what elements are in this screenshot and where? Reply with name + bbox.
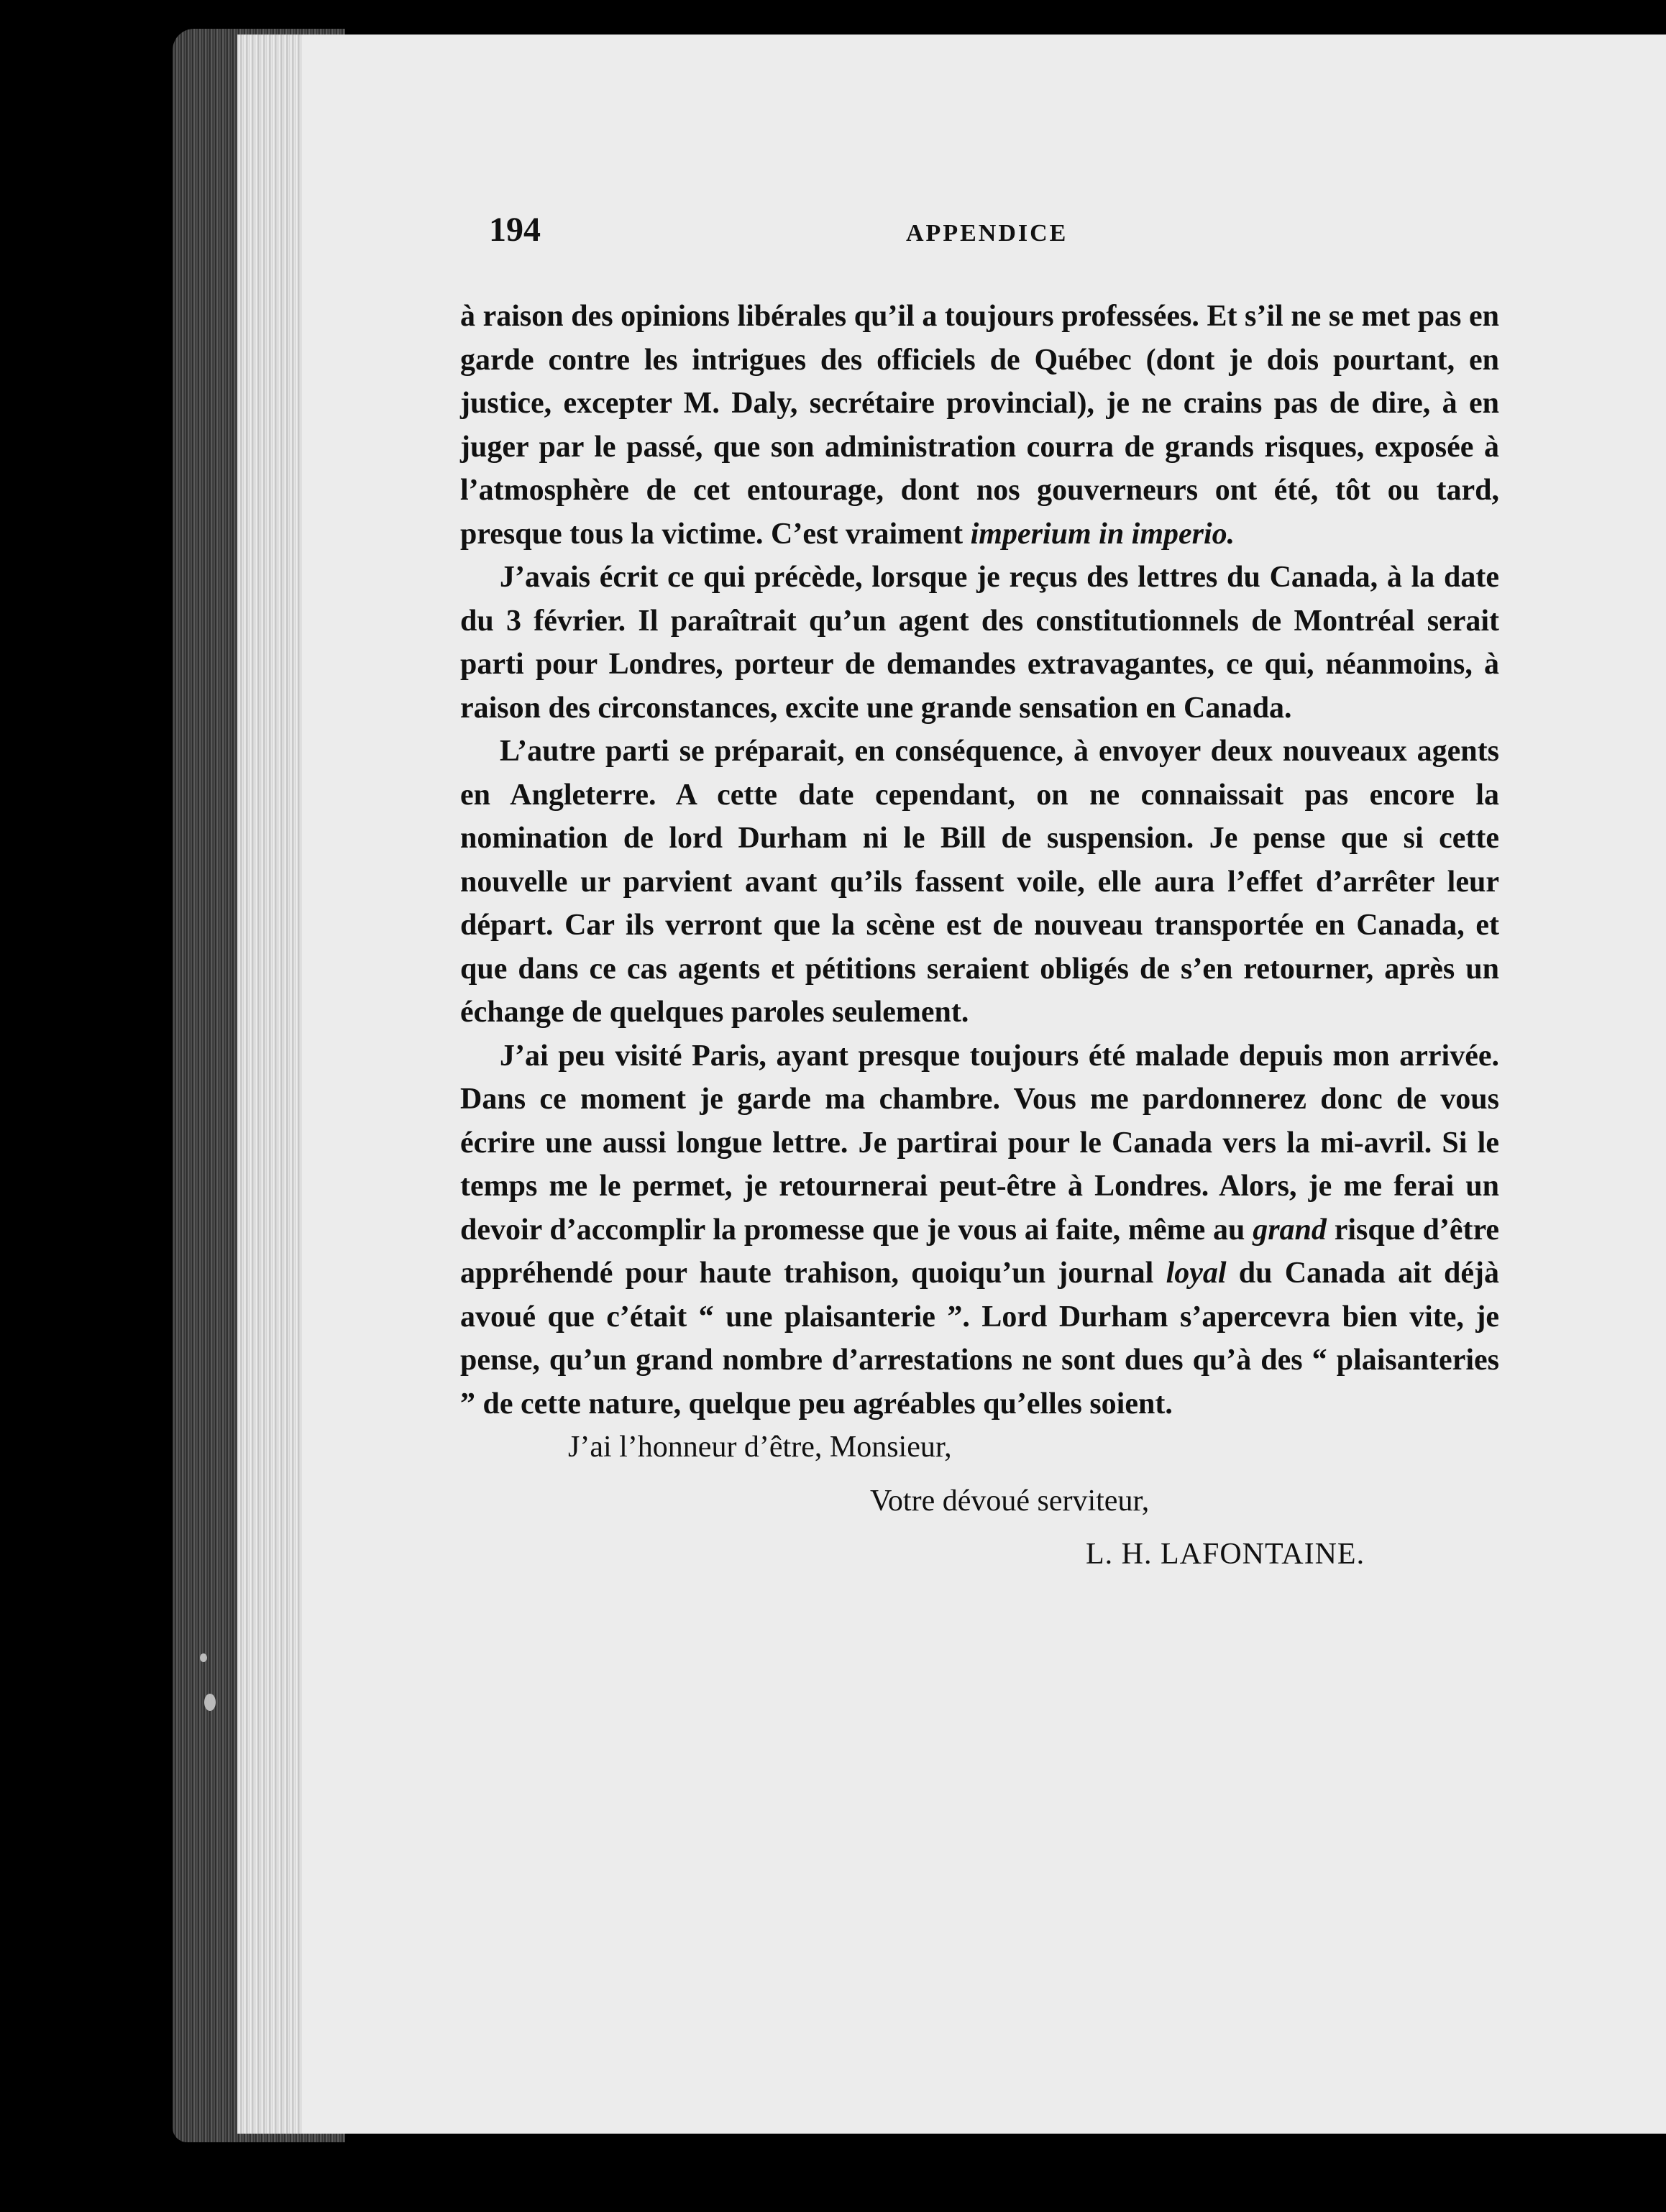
paragraph-4-text-a: J’ai peu visité Paris, ayant presque toujours été malade depuis mon arrivée. Dans ce moment je garde ma chambre. Vous me pardonnerez donc de vous écrire une aussi longue lettre. Je partirai pour le Canada vers la mi-avril. Si le temps me le permet, je retournerai peut-être à Londres. Alors, je me ferai un devoir d’accomplir la promesse que je vous ai faite, même au [460, 1039, 1499, 1247]
page-number: 194 [489, 211, 541, 249]
paragraph-4-italic-b: loyal [1166, 1257, 1227, 1290]
paragraph-4-text-b: risque d’être appréhendé pour haute trahison, quoiqu’un journal [460, 1213, 1500, 1290]
paragraph-1 [460, 295, 1499, 556]
paragraph-3: L’autre parti se préparait, en conséquence, à envoyer deux nouveaux agents en Angleterre. A cette date cependant, on ne connaissait pas encore la nomination de lord Durham ni le Bill de suspension. Je pense que si cette nouvelle ur parvient avant qu’ils fassent voile, elle aura l’effet d’arrêter leur départ. Car ils verront que la scène est de nouveau transportée en Canada, et que dans ce cas agents et pétitions seraient obligés de s’en retourner, après un échange de quelques paroles seulement. [460, 735, 1499, 1029]
salutation: J’ai l’honneur d’être, Monsieur, [568, 1431, 952, 1464]
dust-speck [200, 1653, 207, 1662]
paragraph-4-text-c: du Canada ait déjà avoué que c’était “ une plaisanterie ”. Lord Durham s’apercevra bien vite, je pense, qu’un grand nombre d’arrestations ne sont dues qu’à des “ plaisanteries ” de cette nature, quelque peu agréables qu’elles soient. [460, 1257, 1500, 1421]
dust-speck [204, 1694, 216, 1711]
valediction: Votre dévoué serviteur, [870, 1484, 1150, 1518]
dust-specks [194, 1653, 216, 1711]
letter-text [460, 295, 1499, 1577]
paragraph-4-italic-a: grand [1253, 1213, 1327, 1247]
paragraph-2: J’avais écrit ce qui précède, lorsque je reçus des lettres du Canada, à la date du 3 février. Il paraîtrait qu’un agent des constitutionnels de Montréal serait parti pour Londres, porteur de demandes extravagantes, ce qui, néanmoins, à raison des circonstances, excite une grande sensation en Canada. [460, 561, 1499, 725]
page-header [489, 210, 1496, 260]
signature: L. H. LAFONTAINE. [1086, 1538, 1365, 1571]
paragraph-4 [460, 1034, 1499, 1426]
running-head: APPENDICE [906, 220, 1068, 247]
paragraph-1-text: à raison des opinions libérales qu’il a toujours professées. Et s’il ne se met pas en garde contre les intrigues des officiels de Québec (dont je dois pourtant, en justice, excepter M. Daly, secrétaire provincial), je ne crains pas de dire, à en juger par le passé, que son administration courra de grands risques, exposée à l’atmosphère de cet entourage, dont nos gouverneurs ont été, tôt ou tard, presque tous la victime. C’est vraiment [460, 300, 1499, 551]
paragraph-1-italic: imperium in imperio. [970, 517, 1235, 551]
